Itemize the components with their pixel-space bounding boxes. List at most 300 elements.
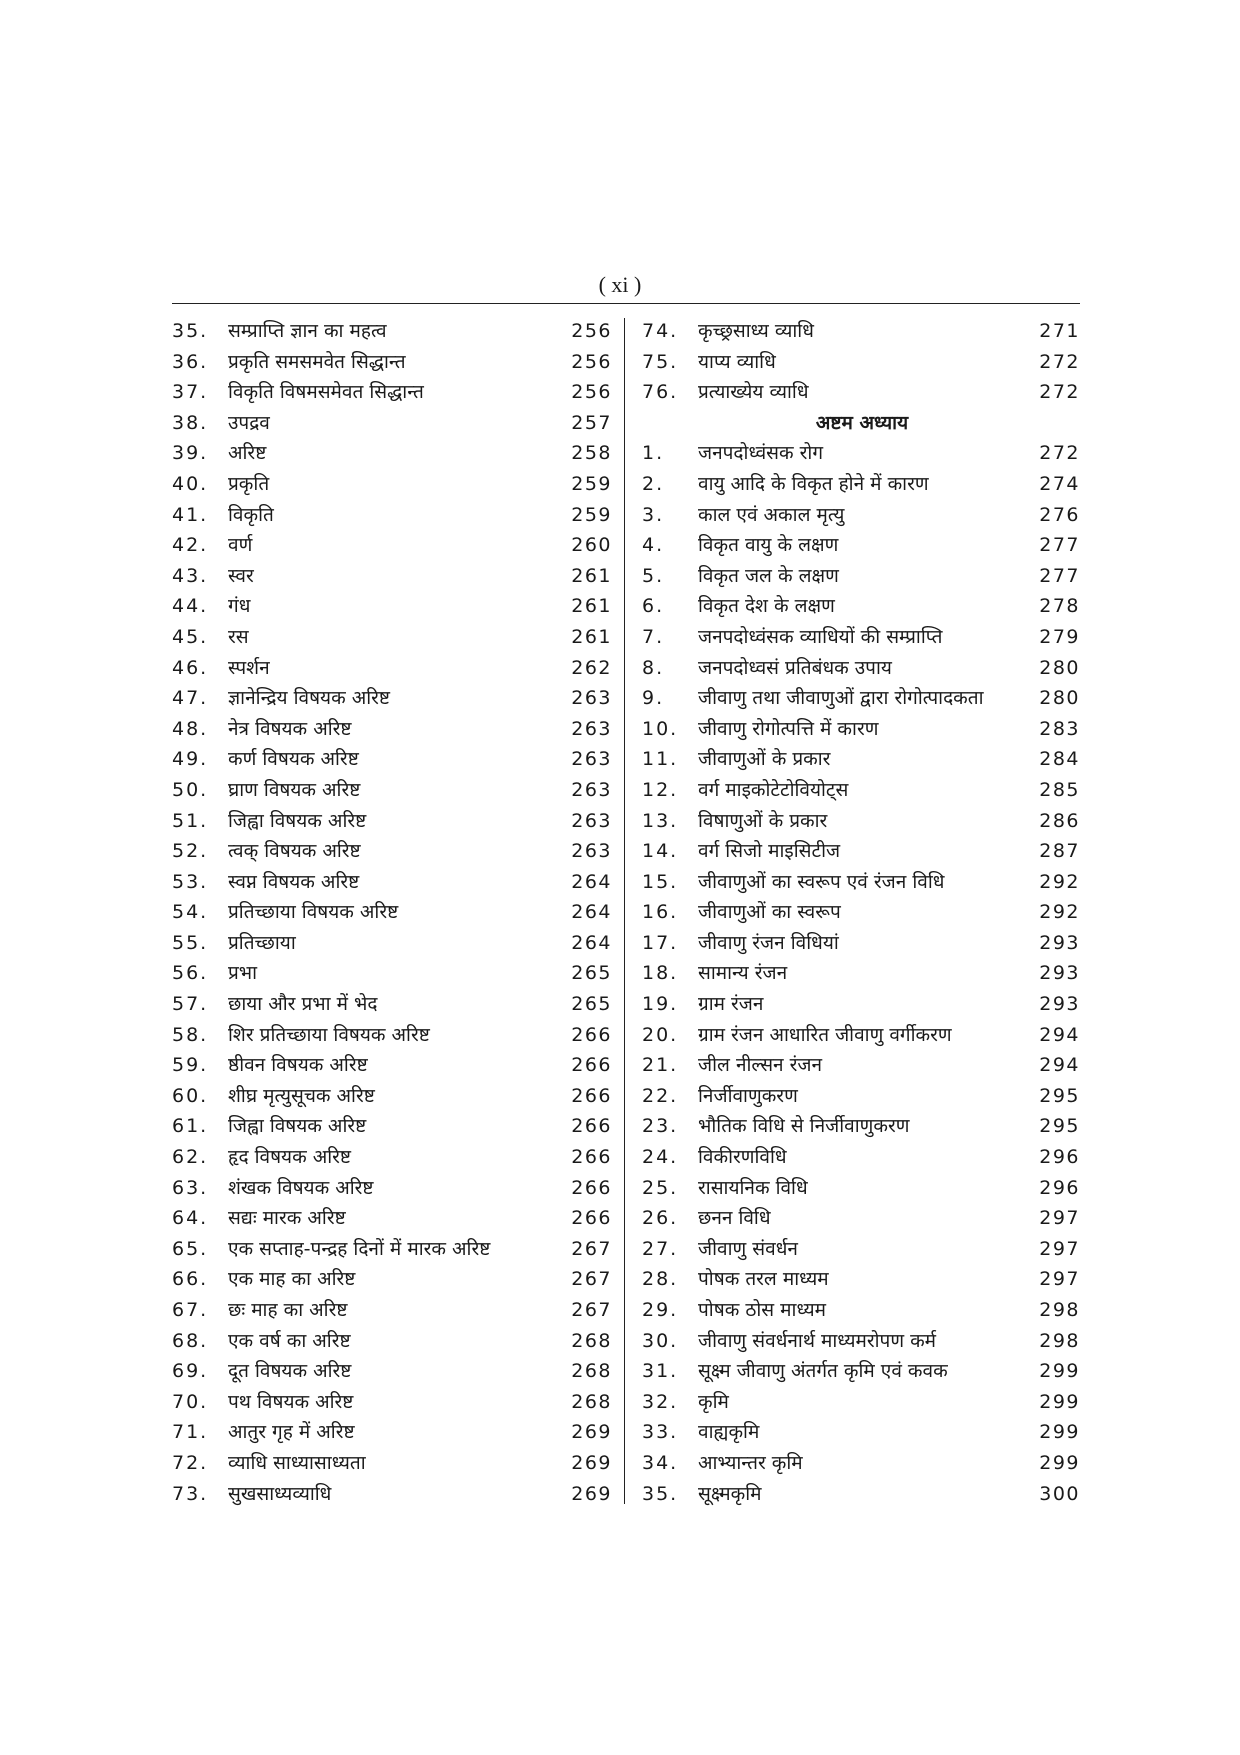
entry-number: 44. xyxy=(172,595,209,618)
toc-entry xyxy=(172,1264,612,1295)
toc-entry xyxy=(642,1081,1082,1112)
toc-entry xyxy=(172,1448,612,1479)
entry-title: विकृति विषमसमेवत सिद्धान्त xyxy=(228,381,424,404)
entry-page: 265 xyxy=(571,993,612,1016)
toc-entry xyxy=(172,1387,612,1418)
toc-entry xyxy=(642,377,1082,408)
toc-entry xyxy=(172,469,612,500)
entry-title: घ्राण विषयक अरिष्ट xyxy=(228,778,361,801)
toc-entry xyxy=(642,1234,1082,1265)
toc-entry xyxy=(172,1356,612,1387)
entry-page: 263 xyxy=(571,778,612,801)
toc-entry xyxy=(642,775,1082,806)
entry-number: 35. xyxy=(642,1482,679,1505)
entry-title: कृमि xyxy=(698,1390,729,1413)
entry-number: 24. xyxy=(642,1146,679,1169)
toc-entry xyxy=(172,316,612,347)
entry-page: 259 xyxy=(571,503,612,526)
entry-number: 1. xyxy=(642,442,665,465)
entry-title: जीवाणुओं का स्वरूप एवं रंजन विधि xyxy=(698,870,945,893)
toc-entry xyxy=(172,683,612,714)
entry-title: एक माह का अरिष्ट xyxy=(228,1268,356,1291)
entry-number: 53. xyxy=(172,870,209,893)
entry-page: 260 xyxy=(571,534,612,557)
entry-page: 266 xyxy=(571,1207,612,1230)
entry-page: 268 xyxy=(571,1390,612,1413)
toc-entry xyxy=(642,500,1082,531)
entry-number: 40. xyxy=(172,472,209,495)
entry-number: 4. xyxy=(642,534,665,557)
entry-title: छः माह का अरिष्ट xyxy=(228,1299,348,1321)
entry-page: 279 xyxy=(1039,625,1080,648)
entry-title: त्वक् विषयक अरिष्ट xyxy=(228,840,361,863)
entry-number: 37. xyxy=(172,381,209,404)
entry-title: ज्ञानेन्द्रिय विषयक अरिष्ट xyxy=(228,687,391,710)
entry-page: 293 xyxy=(1039,962,1080,985)
entry-number: 14. xyxy=(642,840,679,863)
toc-entry xyxy=(642,1356,1082,1387)
entry-page: 276 xyxy=(1039,503,1080,526)
entry-number: 32. xyxy=(642,1390,679,1413)
entry-number: 52. xyxy=(172,840,209,863)
entry-title: आभ्यान्तर कृमि xyxy=(698,1451,803,1474)
entry-page: 285 xyxy=(1039,778,1080,801)
entry-number: 21. xyxy=(642,1054,679,1077)
toc-entry xyxy=(642,347,1082,378)
toc-entry xyxy=(642,1387,1082,1418)
entry-page: 293 xyxy=(1039,931,1080,954)
entry-title: एक वर्ष का अरिष्ट xyxy=(228,1329,351,1352)
entry-title: प्रभा xyxy=(228,962,258,985)
entry-page: 269 xyxy=(571,1451,612,1474)
entry-number: 76. xyxy=(642,381,679,404)
entry-title: काल एवं अकाल मृत्यु xyxy=(698,503,845,526)
entry-page: 272 xyxy=(1039,381,1080,404)
entry-number: 23. xyxy=(642,1115,679,1138)
toc-entry xyxy=(172,561,612,592)
entry-number: 7. xyxy=(642,625,665,648)
entry-title: शीघ्र मृत्युसूचक अरिष्ट xyxy=(228,1084,375,1107)
entry-title: वाह्यकृमि xyxy=(698,1421,760,1444)
entry-page: 268 xyxy=(571,1329,612,1352)
entry-number: 49. xyxy=(172,748,209,771)
entry-title: विकृत वायु के लक्षण xyxy=(698,534,839,557)
entry-number: 3. xyxy=(642,503,665,526)
toc-entry xyxy=(642,1295,1082,1326)
entry-number: 42. xyxy=(172,534,209,557)
entry-page: 296 xyxy=(1039,1146,1080,1169)
toc-entry xyxy=(642,1050,1082,1081)
entry-title: जिह्वा विषयक अरिष्ट xyxy=(228,1115,367,1138)
entry-page: 297 xyxy=(1039,1207,1080,1230)
entry-title: जीवाणु तथा जीवाणुओं द्वारा रोगोत्पादकता xyxy=(698,687,984,710)
entry-number: 34. xyxy=(642,1451,679,1474)
entry-title: रासायनिक विधि xyxy=(698,1176,808,1199)
entry-page: 269 xyxy=(571,1482,612,1505)
entry-page: 266 xyxy=(571,1146,612,1169)
toc-entry xyxy=(642,530,1082,561)
entry-number: 22. xyxy=(642,1084,679,1107)
toc-entry xyxy=(172,438,612,469)
entry-page: 283 xyxy=(1039,717,1080,740)
entry-page: 267 xyxy=(571,1299,612,1321)
entry-number: 13. xyxy=(642,809,679,832)
entry-number: 12. xyxy=(642,778,679,801)
toc-entry xyxy=(172,1111,612,1142)
entry-title: विकृत देश के लक्षण xyxy=(698,595,835,618)
entry-number: 10. xyxy=(642,717,679,740)
entry-title: पथ विषयक अरिष्ट xyxy=(228,1390,354,1413)
entry-number: 62. xyxy=(172,1146,209,1169)
entry-title: छनन विधि xyxy=(698,1207,771,1230)
toc-entry xyxy=(642,1203,1082,1234)
entry-page: 264 xyxy=(571,870,612,893)
entry-page: 266 xyxy=(571,1023,612,1046)
entry-page: 295 xyxy=(1039,1115,1080,1138)
entry-title: निर्जीवाणुकरण xyxy=(698,1084,798,1107)
entry-page: 263 xyxy=(571,809,612,832)
entry-number: 33. xyxy=(642,1421,679,1444)
toc-entry xyxy=(642,928,1082,959)
entry-page: 294 xyxy=(1039,1054,1080,1077)
toc-entry xyxy=(172,714,612,745)
toc-entry xyxy=(172,744,612,775)
toc-entry xyxy=(172,653,612,684)
entry-page: 266 xyxy=(571,1084,612,1107)
entry-number: 72. xyxy=(172,1451,209,1474)
toc-entry xyxy=(642,1326,1082,1357)
entry-title: जिह्वा विषयक अरिष्ट xyxy=(228,809,367,832)
entry-number: 74. xyxy=(642,320,679,342)
entry-page: 287 xyxy=(1039,840,1080,863)
entry-number: 11. xyxy=(642,748,679,771)
entry-title: जीवाणु संवर्धन xyxy=(698,1237,798,1260)
toc-entry xyxy=(642,1111,1082,1142)
entry-page: 295 xyxy=(1039,1084,1080,1107)
entry-page: 269 xyxy=(571,1421,612,1444)
entry-number: 31. xyxy=(642,1360,679,1383)
toc-entry xyxy=(642,989,1082,1020)
entry-page: 264 xyxy=(571,931,612,954)
entry-page: 278 xyxy=(1039,595,1080,618)
entry-number: 69. xyxy=(172,1360,209,1383)
entry-page: 292 xyxy=(1039,870,1080,893)
entry-page: 261 xyxy=(571,595,612,618)
toc-entry xyxy=(172,347,612,378)
toc-entry xyxy=(642,958,1082,989)
entry-title: स्वप्न विषयक अरिष्ट xyxy=(228,870,360,893)
toc-entry xyxy=(172,408,612,439)
entry-title: छाया और प्रभा में भेद xyxy=(228,993,378,1016)
entry-number: 27. xyxy=(642,1237,679,1260)
entry-page: 298 xyxy=(1039,1329,1080,1352)
entry-number: 60. xyxy=(172,1084,209,1107)
entry-title: शंखक विषयक अरिष्ट xyxy=(228,1176,374,1199)
toc-entry xyxy=(172,377,612,408)
entry-title: जीवाणु संवर्धनार्थ माध्यमरोपण कर्म xyxy=(698,1329,937,1352)
entry-title: सूक्ष्मकृमि xyxy=(698,1482,762,1505)
entry-page: 280 xyxy=(1039,687,1080,710)
entry-title: स्पर्शन xyxy=(228,656,270,679)
toc-entry xyxy=(172,500,612,531)
entry-number: 29. xyxy=(642,1299,679,1321)
entry-title: वर्ग सिजो माइसिटीज xyxy=(698,840,841,863)
toc-entry xyxy=(172,958,612,989)
entry-page: 258 xyxy=(571,442,612,465)
entry-page: 277 xyxy=(1039,564,1080,587)
entry-page: 299 xyxy=(1039,1421,1080,1444)
entry-title: प्रकृति समसमवेत सिद्धान्त xyxy=(228,350,406,373)
entry-page: 262 xyxy=(571,656,612,679)
header-rule xyxy=(172,303,1080,304)
toc-entry xyxy=(642,806,1082,837)
entry-number: 64. xyxy=(172,1207,209,1230)
entry-number: 28. xyxy=(642,1268,679,1291)
entry-title: सद्यः मारक अरिष्ट xyxy=(228,1207,346,1230)
entry-page: 259 xyxy=(571,472,612,495)
toc-entry xyxy=(642,1173,1082,1204)
entry-number: 45. xyxy=(172,625,209,648)
entry-number: 38. xyxy=(172,411,209,434)
entry-number: 15. xyxy=(642,870,679,893)
toc-entry xyxy=(642,1448,1082,1479)
toc-entry xyxy=(642,316,1082,347)
entry-number: 68. xyxy=(172,1329,209,1352)
entry-number: 36. xyxy=(172,350,209,373)
entry-title: जनपदोध्वंसक रोग xyxy=(698,442,824,465)
entry-number: 25. xyxy=(642,1176,679,1199)
entry-number: 46. xyxy=(172,656,209,679)
entry-page: 277 xyxy=(1039,534,1080,557)
entry-page: 256 xyxy=(571,320,612,342)
entry-number: 65. xyxy=(172,1237,209,1260)
entry-number: 17. xyxy=(642,931,679,954)
toc-entry xyxy=(172,989,612,1020)
entry-number: 67. xyxy=(172,1299,209,1321)
entry-title: आतुर गृह में अरिष्ट xyxy=(228,1421,355,1444)
toc-entry xyxy=(642,438,1082,469)
entry-page: 266 xyxy=(571,1115,612,1138)
entry-title: सूक्ष्म जीवाणु अंतर्गत कृमि एवं कवक xyxy=(698,1360,948,1383)
toc-entry xyxy=(172,1142,612,1173)
entry-title: वर्ण xyxy=(228,534,253,557)
toc-entry xyxy=(172,1326,612,1357)
entry-page: 263 xyxy=(571,840,612,863)
entry-number: 50. xyxy=(172,778,209,801)
entry-page: 284 xyxy=(1039,748,1080,771)
toc-entry xyxy=(172,1081,612,1112)
entry-title: कर्ण विषयक अरिष्ट xyxy=(228,748,359,771)
entry-number: 6. xyxy=(642,595,665,618)
entry-page: 299 xyxy=(1039,1360,1080,1383)
entry-page: 272 xyxy=(1039,350,1080,373)
entry-title: शिर प्रतिच्छाया विषयक अरिष्ट xyxy=(228,1023,430,1046)
entry-page: 267 xyxy=(571,1237,612,1260)
entry-page: 298 xyxy=(1039,1299,1080,1321)
toc-entry xyxy=(642,591,1082,622)
entry-title: पोषक ठोस माध्यम xyxy=(698,1299,826,1321)
entry-number: 20. xyxy=(642,1023,679,1046)
entry-title: ष्ठीवन विषयक अरिष्ट xyxy=(228,1054,368,1077)
entry-title: उपद्रव xyxy=(228,411,270,434)
entry-title: ग्राम रंजन आधारित जीवाणु वर्गीकरण xyxy=(698,1023,952,1046)
entry-page: 297 xyxy=(1039,1237,1080,1260)
entry-page: 299 xyxy=(1039,1390,1080,1413)
entry-title: प्रतिच्छाया xyxy=(228,931,296,954)
entry-title: सुखसाध्यव्याधि xyxy=(228,1482,332,1505)
entry-page: 261 xyxy=(571,625,612,648)
entry-title: अरिष्ट xyxy=(228,442,267,465)
entry-number: 9. xyxy=(642,687,665,710)
entry-number: 19. xyxy=(642,993,679,1016)
toc-entry xyxy=(172,1020,612,1051)
entry-page: 280 xyxy=(1039,656,1080,679)
toc-entry xyxy=(172,1479,612,1510)
entry-title: जीवाणुओं के प्रकार xyxy=(698,748,831,771)
entry-page: 266 xyxy=(571,1054,612,1077)
entry-title: सम्प्राप्ति ज्ञान का महत्व xyxy=(228,320,387,342)
entry-title: प्रकृति xyxy=(228,472,270,495)
toc-entry xyxy=(642,1264,1082,1295)
toc-entry xyxy=(172,1417,612,1448)
entry-title: प्रत्याख्येय व्याधि xyxy=(698,381,809,404)
entry-title: जीवाणुओं का स्वरूप xyxy=(698,901,841,924)
entry-page: 256 xyxy=(571,381,612,404)
entry-title: जनपदोध्वसं प्रतिबंधक उपाय xyxy=(698,656,892,679)
entry-page: 261 xyxy=(571,564,612,587)
entry-title: याप्य व्याधि xyxy=(698,350,776,373)
toc-entry xyxy=(642,744,1082,775)
entry-title: जील नील्सन रंजन xyxy=(698,1054,823,1077)
entry-number: 63. xyxy=(172,1176,209,1199)
entry-number: 57. xyxy=(172,993,209,1016)
entry-number: 54. xyxy=(172,901,209,924)
entry-page: 272 xyxy=(1039,442,1080,465)
entry-page: 297 xyxy=(1039,1268,1080,1291)
toc-entry xyxy=(172,530,612,561)
entry-page: 266 xyxy=(571,1176,612,1199)
chapter-heading: अष्टम अध्याय xyxy=(815,411,909,434)
toc-entry xyxy=(642,714,1082,745)
toc-entry xyxy=(172,775,612,806)
entry-number: 59. xyxy=(172,1054,209,1077)
entry-page: 274 xyxy=(1039,472,1080,495)
entry-page: 267 xyxy=(571,1268,612,1291)
entry-page: 256 xyxy=(571,350,612,373)
toc-entry xyxy=(642,1479,1082,1510)
entry-number: 75. xyxy=(642,350,679,373)
toc-entry xyxy=(172,1234,612,1265)
entry-title: प्रतिच्छाया विषयक अरिष्ट xyxy=(228,901,399,924)
entry-number: 35. xyxy=(172,320,209,342)
entry-title: भौतिक विधि से निर्जीवाणुकरण xyxy=(698,1115,910,1138)
entry-number: 48. xyxy=(172,717,209,740)
entry-number: 30. xyxy=(642,1329,679,1352)
entry-number: 43. xyxy=(172,564,209,587)
entry-title: जीवाणु रंजन विधियां xyxy=(698,931,839,954)
toc-entry xyxy=(172,1203,612,1234)
entry-title: विकृति xyxy=(228,503,274,526)
entry-title: एक सप्ताह-पन्द्रह दिनों में मारक अरिष्ट xyxy=(228,1237,491,1260)
entry-title: वर्ग माइकोटेटोवियोट्स xyxy=(698,778,849,801)
entry-number: 18. xyxy=(642,962,679,985)
entry-page: 263 xyxy=(571,748,612,771)
toc-entry xyxy=(642,561,1082,592)
entry-number: 26. xyxy=(642,1207,679,1230)
entry-number: 73. xyxy=(172,1482,209,1505)
toc-entry xyxy=(642,1417,1082,1448)
entry-number: 51. xyxy=(172,809,209,832)
toc-entry xyxy=(172,622,612,653)
toc-entry xyxy=(172,928,612,959)
entry-title: ग्राम रंजन xyxy=(698,993,764,1016)
toc-entry xyxy=(172,1050,612,1081)
entry-page: 299 xyxy=(1039,1451,1080,1474)
toc-entry xyxy=(642,622,1082,653)
entry-title: गंध xyxy=(228,595,251,618)
entry-number: 58. xyxy=(172,1023,209,1046)
entry-page: 263 xyxy=(571,717,612,740)
entry-title: रस xyxy=(228,625,249,648)
page-number: ( xi ) xyxy=(598,272,642,297)
toc-entry xyxy=(172,1173,612,1204)
entry-number: 55. xyxy=(172,931,209,954)
entry-page: 271 xyxy=(1039,320,1080,342)
entry-number: 70. xyxy=(172,1390,209,1413)
toc-entry xyxy=(172,1295,612,1326)
toc-entry xyxy=(642,867,1082,898)
entry-title: स्वर xyxy=(228,564,254,587)
entry-number: 39. xyxy=(172,442,209,465)
entry-title: कृच्छ्रसाध्य व्याधि xyxy=(698,320,814,342)
entry-number: 5. xyxy=(642,564,665,587)
entry-page: 257 xyxy=(571,411,612,434)
entry-number: 2. xyxy=(642,472,665,495)
entry-title: जनपदोध्वंसक व्याधियों की सम्प्राप्ति xyxy=(698,625,943,648)
entry-page: 293 xyxy=(1039,993,1080,1016)
toc-entry xyxy=(642,897,1082,928)
toc-entry xyxy=(172,806,612,837)
entry-title: जीवाणु रोगोत्पत्ति में कारण xyxy=(698,717,879,740)
entry-title: विषाणुओं के प्रकार xyxy=(698,809,828,832)
entry-page: 300 xyxy=(1039,1482,1080,1505)
entry-page: 265 xyxy=(571,962,612,985)
entry-page: 286 xyxy=(1039,809,1080,832)
entry-number: 71. xyxy=(172,1421,209,1444)
entry-title: हृद विषयक अरिष्ट xyxy=(228,1146,352,1169)
toc-entry xyxy=(172,897,612,928)
entry-title: विकृत जल के लक्षण xyxy=(698,564,839,587)
entry-number: 16. xyxy=(642,901,679,924)
entry-page: 264 xyxy=(571,901,612,924)
entry-page: 292 xyxy=(1039,901,1080,924)
toc-entry xyxy=(642,1020,1082,1051)
entry-number: 61. xyxy=(172,1115,209,1138)
entry-number: 56. xyxy=(172,962,209,985)
toc-entry xyxy=(642,469,1082,500)
toc-entry xyxy=(642,683,1082,714)
entry-number: 66. xyxy=(172,1268,209,1291)
column-divider xyxy=(624,318,625,1504)
entry-number: 8. xyxy=(642,656,665,679)
toc-entry xyxy=(172,591,612,622)
entry-title: पोषक तरल माध्यम xyxy=(698,1268,829,1291)
entry-page: 296 xyxy=(1039,1176,1080,1199)
toc-entry xyxy=(172,836,612,867)
entry-title: दूत विषयक अरिष्ट xyxy=(228,1360,352,1383)
entry-title: व्याधि साध्यासाध्यता xyxy=(228,1451,366,1474)
entry-page: 263 xyxy=(571,687,612,710)
